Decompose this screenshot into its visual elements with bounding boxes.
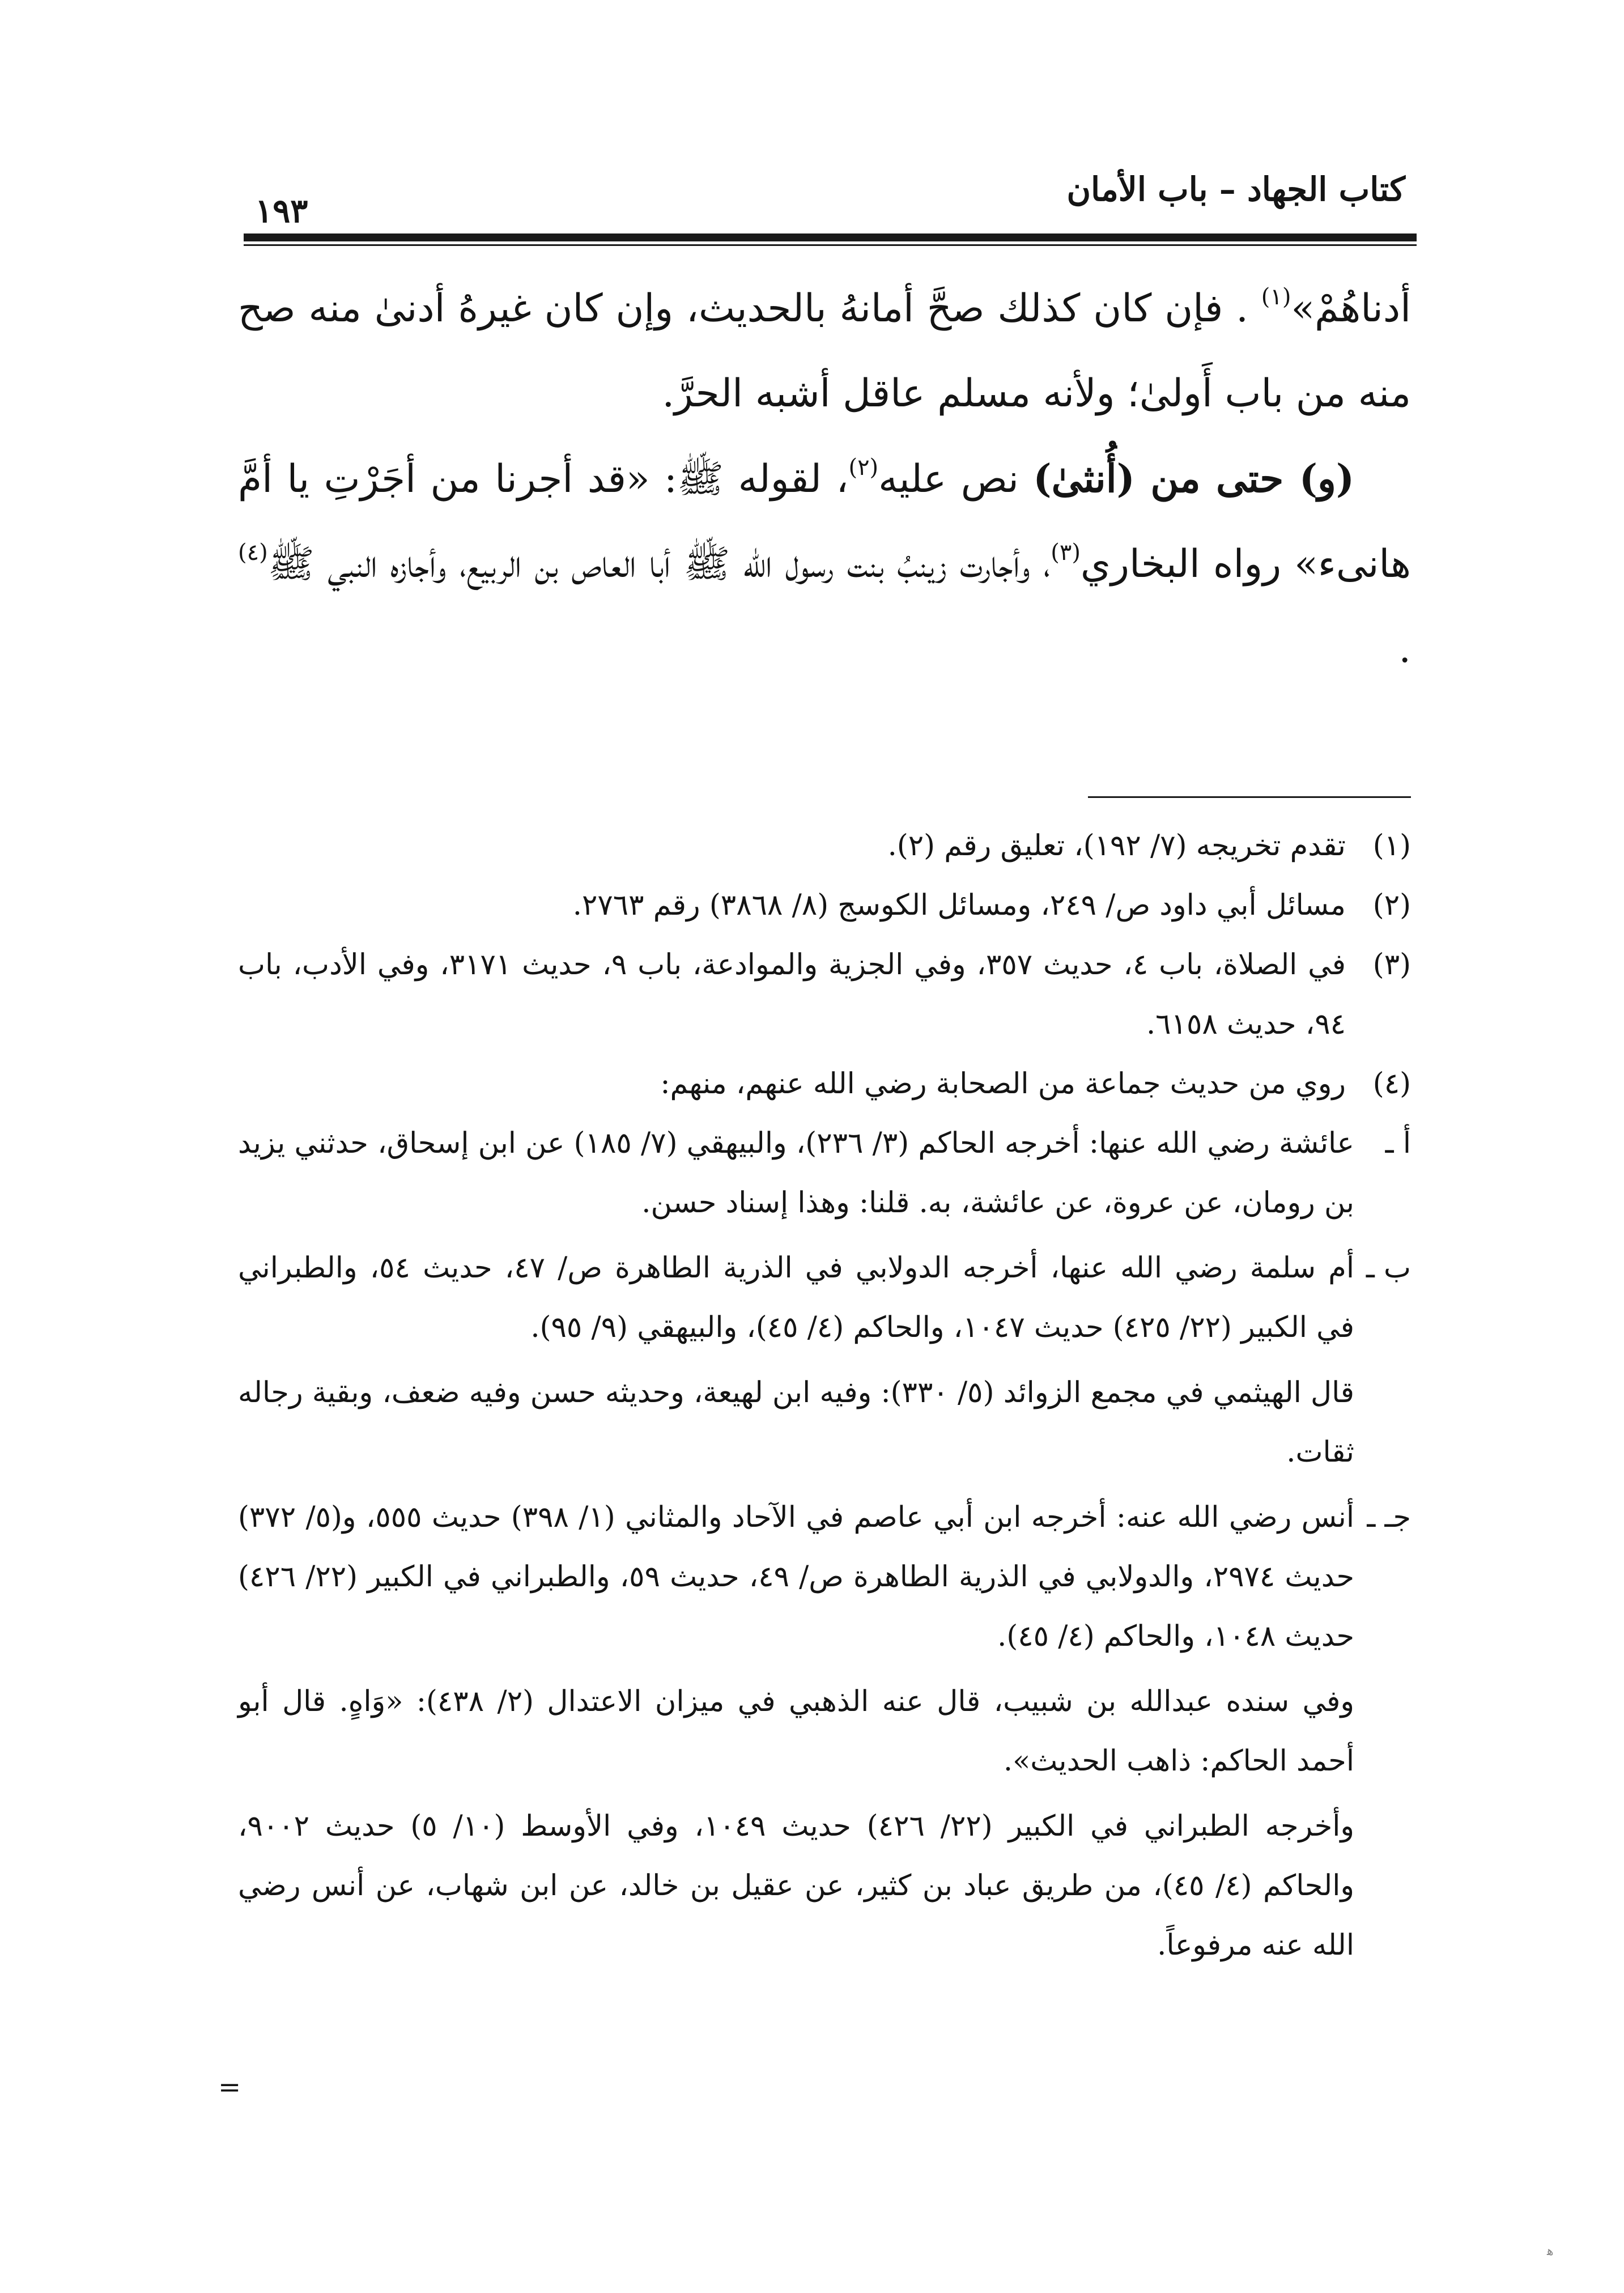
- header-rule-thin: [244, 244, 1417, 246]
- subitem-mark: ب ـ: [1366, 1251, 1411, 1285]
- footnote-separator: [1088, 796, 1411, 798]
- paragraph: [238, 266, 1411, 436]
- footnote-ref: (١): [1261, 284, 1291, 310]
- footnote-ref: (٤): [238, 540, 268, 566]
- footnotes: [238, 816, 1411, 1981]
- footnote-subitem: [238, 1238, 1411, 1357]
- paragraph: [238, 436, 1411, 692]
- footnote: [238, 876, 1411, 935]
- footnote: [238, 935, 1411, 1054]
- footnote-ref: (٢): [848, 455, 879, 481]
- text-run: . فإن كان كذلك صحَّ أمانهُ بالحديث، وإن كان غيرهُ أدنىٰ منه صح منه من باب أَولىٰ؛ ولأنه مسلم عاقل أشبه الحرَّ.: [238, 286, 1411, 416]
- footnote: [238, 1054, 1411, 1114]
- text-run: نص عليه: [878, 457, 1034, 502]
- subitem-text: عائشة رضي الله عنها: أخرجه الحاكم (٣/ ٢٣٦)، والبيهقي (٧/ ١٨٥) عن ابن إسحاق، حدثني يزيد بن رومان، عن عروة، عن عائشة، به. قلنا: وهذا إسناد حسن.: [238, 1127, 1354, 1220]
- subitem-text: أنس رضي الله عنه: أخرجه ابن أبي عاصم في الآحاد والمثاني (١/ ٣٩٨) حديث ٥٥٥، و(٥/ ٣٧٢) حديث ٢٩٧٤، والدولابي في الذرية الطاهرة ص/ ٤٩، حديث ٥٩، والطبراني في الكبير (٢٢/ ٤٢٦) حديث ١٠٤٨، والحاكم (٤/ ٤٥).: [238, 1501, 1354, 1653]
- continuation-mark: =: [218, 2071, 241, 2103]
- footnote: [238, 816, 1411, 876]
- subitem-note: وفي سنده عبدالله بن شبيب، قال عنه الذهبي في ميزان الاعتدال (٢/ ٤٣٨): «وَاهٍ. قال أبو أحمد الحاكم: ذاهب الحديث».: [238, 1685, 1354, 1778]
- footnote-number: (١): [1372, 829, 1411, 863]
- footnote-number: (٤): [1372, 1067, 1411, 1101]
- bold-phrase: (و) حتى من (أُنثىٰ): [1033, 456, 1355, 502]
- footnote-text: روي من حديث جماعة من الصحابة رضي الله عنهم، منهم:: [660, 1067, 1346, 1101]
- footnote-text: في الصلاة، باب ٤، حديث ٣٥٧، وفي الجزية والموادعة، باب ٩، حديث ٣١٧١، وفي الأدب، باب ٩٤، حديث ٦١٥٨.: [238, 948, 1346, 1041]
- text-run: .: [1398, 627, 1411, 672]
- subitem-text: أم سلمة رضي الله عنها، أخرجه الدولابي في الذرية الطاهرة ص/ ٤٧، حديث ٥٤، والطبراني في الكبير (٢٢/ ٤٢٥) حديث ١٠٤٧، والحاكم (٤/ ٤٥)، والبيهقي (٩/ ٩٥).: [238, 1251, 1355, 1344]
- footnote-ref: (٣): [1051, 540, 1081, 566]
- page-number: ١٩٣: [255, 192, 308, 230]
- subitem-mark: جـ ـ: [1367, 1501, 1411, 1534]
- subitem-note: وأخرجه الطبراني في الكبير (٢٢/ ٤٢٦) حديث ١٠٤٩، وفي الأوسط (١٠/ ٥) حديث ٩٠٠٢، والحاكم (٤/ ٤٥)، من طريق عباد بن كثير، عن عقيل بن خالد، عن ابن شهاب، عن أنس رضي الله عنه مرفوعاً.: [238, 1810, 1355, 1962]
- footnote-text: مسائل أبي داود ص/ ٢٤٩، ومسائل الكوسج (٨/ ٣٨٦٨) رقم ٢٧٦٣.: [572, 889, 1346, 922]
- header-rule: [244, 233, 1417, 241]
- footnote-text: تقدم تخريجه (٧/ ١٩٢)، تعليق رقم (٢).: [887, 829, 1346, 863]
- text-run: ، لقوله ﷺ: «قد أجرنا من أجَرْتِ يا أمَّ هانىء» رواه البخاري: [238, 457, 1411, 587]
- text-run: أدناهُمْ»: [1291, 286, 1411, 331]
- text-run: ، وأجارت زينبُ بنت رسول الله ﷺ أبا العاص بن الربيع، وأجازه النبي ﷺ: [267, 542, 1051, 587]
- running-title: كتاب الجهاد – باب الأمان: [1066, 170, 1405, 209]
- footnote-number: (٣): [1372, 948, 1411, 982]
- main-text: [238, 266, 1411, 692]
- page-header: [244, 170, 1417, 244]
- subitem-mark: أ ـ: [1385, 1127, 1411, 1160]
- scan-mark: ﻫ: [1547, 2244, 1554, 2258]
- footnote-subitem: [238, 1488, 1411, 1666]
- footnote-subitem: [238, 1114, 1411, 1233]
- subitem-note: قال الهيثمي في مجمع الزوائد (٥/ ٣٣٠): وفيه ابن لهيعة، وحديثه حسن وفيه ضعف، وبقية رجاله ثقات.: [238, 1376, 1354, 1469]
- footnote-number: (٢): [1372, 889, 1411, 922]
